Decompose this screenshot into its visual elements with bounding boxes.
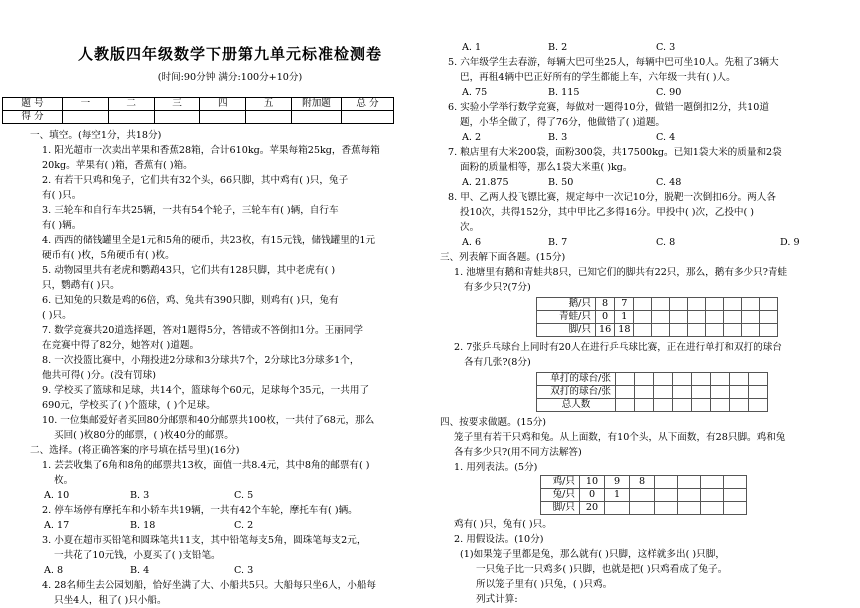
option-a: A. 75 — [462, 87, 488, 98]
score-table-score-row — [3, 111, 394, 124]
choice-q6 — [448, 100, 848, 130]
score-header: 题 号 — [3, 98, 63, 111]
score-cell — [246, 111, 292, 124]
table-row — [537, 298, 778, 311]
text-line: 690元，学校买了( )个篮球，( )个足球。 — [42, 400, 216, 411]
table-cell — [654, 386, 673, 399]
score-row-label: 得 分 — [3, 111, 63, 124]
text-line: 8. 一次投篮比赛中，小翔投进2分球和3分球共7个，2分球比3分球多1个， — [42, 355, 360, 366]
section-2-heading: 二、选择。(将正确答案的序号填在括号里)(16分) — [30, 445, 240, 456]
table-cell — [706, 324, 724, 337]
score-cell — [154, 111, 200, 124]
choice-q2-options — [30, 518, 425, 533]
option-a: A. 2 — [462, 132, 482, 143]
text-line: 0 — [580, 489, 605, 502]
table-cell — [701, 476, 724, 489]
text-line: 8 — [630, 476, 655, 489]
text-line: 1. 阳光超市一次卖出苹果和香蕉28箱，合计610kg。苹果每箱25kg，香蕉每箱 — [42, 145, 380, 156]
table-q2 — [448, 340, 848, 370]
table-cell — [692, 386, 711, 399]
text-line: 10. 一位集邮爱好者买回80分邮票和40分邮票共100枚，一共付了68元，那么 — [42, 415, 375, 426]
text-line: 9. 学校买了篮球和足球，共14个，篮球每个60元，足球每个35元，一共用了 — [42, 385, 370, 396]
table-cell — [673, 386, 692, 399]
method-1-answer: 鸡有( )只，兔有( )只。 — [454, 519, 552, 530]
text-line: 硬币有( )枚，5角硬币有( )枚。 — [42, 250, 175, 261]
text-line: 一只兔子比一只鸡多( )只脚，也就是把( )只鸡看成了兔子。 — [476, 564, 728, 575]
text-line: 5. 六年级学生去春游，每辆大巴可坐25人，每辆中巴可坐10人。先租了3辆大 — [448, 57, 779, 68]
score-header: 附加题 — [292, 98, 342, 111]
text-line: 3. 小夏在超市买铅笔和圆珠笔共11支，其中铅笔每支5角，圆珠笔每支2元， — [42, 535, 367, 546]
goose-frog-table — [536, 297, 778, 337]
text-line: 一共花了10元钱，小夏买了( )支铅笔。 — [54, 550, 221, 561]
option-c: C. 8 — [656, 237, 676, 248]
score-cell — [342, 111, 394, 124]
text-line: 6. 已知兔的只数是鸡的6倍，鸡、兔共有390只脚，则鸡有( )只，兔有 — [42, 295, 339, 306]
table-cell — [634, 298, 652, 311]
text-line: 买回( )枚80分的邮票，( )枚40分的邮票。 — [54, 430, 234, 441]
option-c: C. 5 — [234, 490, 254, 501]
option-b: B. 18 — [130, 520, 156, 531]
table-cell — [673, 399, 692, 412]
section-3-heading: 三、列表解下面各题。(15分) — [440, 252, 566, 263]
table-cell — [706, 298, 724, 311]
text-line: 2. 有若干只鸡和兔子，它们共有32个头，66只脚，其中鸡有( )只，兔子 — [42, 175, 349, 186]
method-1-heading: 1. 用列表法。(5分) — [454, 462, 538, 473]
text-line: 5. 动物园里共有老虎和鹦鹉43只，它们共有128只脚，其中老虎有( ) — [42, 265, 336, 276]
option-c: C. 2 — [234, 520, 254, 531]
table-cell — [724, 298, 742, 311]
table-row — [541, 489, 747, 502]
fill-q6 — [30, 293, 425, 323]
choice-q5 — [448, 55, 848, 85]
text-line: 0 — [596, 311, 615, 324]
text-line: 在竞赛中得了82分，她答对( )道题。 — [42, 340, 200, 351]
table-cell — [616, 386, 635, 399]
fill-q5 — [30, 263, 425, 293]
table-cell — [654, 373, 673, 386]
score-table-header-row — [3, 98, 394, 111]
right-column — [440, 40, 848, 607]
score-cell — [63, 111, 109, 124]
text-line: 面粉的质量相等，那么1袋大米重( )kg。 — [460, 162, 633, 173]
table-cell — [749, 373, 768, 386]
table-cell — [724, 502, 747, 515]
table-cell — [616, 399, 635, 412]
table-cell — [688, 298, 706, 311]
method-2-part-1 — [448, 547, 848, 607]
table-cell — [635, 399, 654, 412]
choice-q7-options — [448, 175, 848, 190]
table-row — [537, 386, 768, 399]
table-cell — [706, 311, 724, 324]
option-c: C. 48 — [656, 177, 682, 188]
text-line — [630, 489, 655, 502]
text-line: ( )只。 — [42, 310, 72, 321]
table-cell — [654, 399, 673, 412]
score-header: 四 — [200, 98, 246, 111]
score-header: 五 — [246, 98, 292, 111]
text-line: 单打的球台/张 — [537, 373, 616, 386]
text-line: 3. 三轮车和自行车共25辆，一共有54个轮子，三轮车有( )辆，自行车 — [42, 205, 339, 216]
table-cell — [652, 324, 670, 337]
text-line: 8. 甲、乙两人投飞镖比赛，规定每中一次记10分，脱靶一次倒扣6分。两人各 — [448, 192, 776, 203]
text-line: 6. 实验小学举行数学竞赛，每做对一题得10分，做错一题倒扣2分，共10道 — [448, 102, 769, 113]
text-line: 鸡/只 — [541, 476, 580, 489]
text-line: 笼子里有若干只鸡和兔。从上面数，有10个头，从下面数，有28只脚。鸡和兔 — [454, 432, 786, 443]
score-header: 二 — [108, 98, 154, 111]
text-line: 脚/只 — [537, 324, 596, 337]
option-a: A. 21.875 — [462, 177, 509, 188]
table-cell — [724, 489, 747, 502]
text-line: (1)如果笼子里都是兔，那么就有( )只脚，这样就多出( )只脚， — [460, 549, 725, 560]
fill-q3 — [30, 203, 425, 233]
table-cell — [760, 298, 778, 311]
text-line: 各有几张?(8分) — [464, 357, 531, 368]
table-cell — [635, 373, 654, 386]
text-line: 青蛙/只 — [537, 311, 596, 324]
option-a: A. 6 — [462, 237, 482, 248]
table-cell — [688, 324, 706, 337]
table-cell — [692, 399, 711, 412]
table-cell — [711, 386, 730, 399]
table-cell — [655, 476, 678, 489]
text-line: 投10次，共得152分，其中甲比乙多得16分。甲投中( )次，乙投中( ) — [460, 207, 755, 218]
text-line: 他共可得( )分。(没有罚球) — [42, 370, 156, 381]
text-line: 1. 芸芸收集了6角和8角的邮票共13枚，面值一共8.4元，其中8角的邮票有( ) — [42, 460, 370, 471]
option-b: B. 3 — [548, 132, 568, 143]
choice-q1 — [30, 458, 425, 488]
option-d: D. 9 — [780, 237, 800, 248]
choice-q8-options — [448, 235, 848, 250]
fill-q1 — [30, 143, 425, 173]
table-cell — [724, 311, 742, 324]
table-cell — [652, 311, 670, 324]
choice-q3-options — [30, 563, 425, 578]
fill-q2 — [30, 173, 425, 203]
text-line — [605, 502, 630, 515]
text-line: 枚。 — [54, 475, 74, 486]
text-line: 7. 数学竞赛共20道选择题，答对1题得5分，答错或不答倒扣1分。王丽同学 — [42, 325, 363, 336]
score-cell — [200, 111, 246, 124]
score-header: 总 分 — [342, 98, 394, 111]
option-c: C. 4 — [656, 132, 676, 143]
option-a: A. 8 — [44, 565, 64, 576]
text-line: 1 — [605, 489, 630, 502]
table-cell — [670, 311, 688, 324]
table-cell — [652, 298, 670, 311]
text-line: 所以笼子里有( )只兔，( )只鸡。 — [476, 579, 613, 590]
pingpong-table — [536, 372, 768, 412]
text-line: 7 — [615, 298, 634, 311]
table-cell — [655, 489, 678, 502]
table-cell — [730, 373, 749, 386]
text-line: 巴，再租4辆中巴正好所有的学生都能上车，六年级一共有( )人。 — [460, 72, 736, 83]
table-row — [541, 476, 747, 489]
table-cell — [760, 324, 778, 337]
option-c: C. 3 — [656, 42, 676, 53]
table-cell — [634, 324, 652, 337]
score-table — [2, 97, 394, 124]
text-line: 4. 28名师生去公园划船，恰好坐满了大、小船共5只。大船每只坐6人，小船每 — [42, 580, 377, 591]
choice-q1-options — [30, 488, 425, 503]
choice-q6-options — [448, 130, 848, 145]
table-cell — [701, 489, 724, 502]
text-line: 7. 粮店里有大米200袋，面粉300袋，共17500kg。已知1袋大米的质量和2袋 — [448, 147, 782, 158]
table-cell — [634, 311, 652, 324]
option-a: A. 1 — [462, 42, 482, 53]
text-line: 有( )辆。 — [42, 220, 82, 231]
score-cell — [108, 111, 154, 124]
table-cell — [635, 386, 654, 399]
text-line: 总人数 — [537, 399, 616, 412]
text-line: 列式计算: — [476, 594, 518, 605]
table-cell — [730, 386, 749, 399]
table-cell — [711, 373, 730, 386]
text-line: 有( )只。 — [42, 190, 82, 201]
text-line: 2. 7张乒乓球台上同时有20人在进行乒乓球比赛，正在进行单打和双打的球台 — [454, 342, 782, 353]
choice-q8 — [448, 190, 848, 235]
option-c: C. 90 — [656, 87, 682, 98]
score-header: 一 — [63, 98, 109, 111]
text-line: 双打的球台/张 — [537, 386, 616, 399]
score-cell — [292, 111, 342, 124]
section-4-heading: 四、按要求做题。(15分) — [440, 417, 547, 428]
text-line: 脚/只 — [541, 502, 580, 515]
fill-q10 — [30, 413, 425, 443]
section-4-intro — [448, 430, 848, 460]
text-line: 只，鹦鹉有( )只。 — [42, 280, 120, 291]
choice-q5-options — [448, 85, 848, 100]
table-cell — [692, 373, 711, 386]
fill-q7 — [30, 323, 425, 353]
fill-q9 — [30, 383, 425, 413]
table-cell — [678, 502, 701, 515]
table-cell — [742, 298, 760, 311]
text-line: 20kg。苹果有( )箱，香蕉有( )箱。 — [42, 160, 193, 171]
exam-time-score: (时间:90分钟 满分:100分+10分) — [157, 72, 303, 83]
text-line: 兔/只 — [541, 489, 580, 502]
text-line: 20 — [580, 502, 605, 515]
choice-q7 — [448, 145, 848, 175]
table-cell — [670, 298, 688, 311]
table-cell — [678, 476, 701, 489]
fill-q8 — [30, 353, 425, 383]
score-header: 三 — [154, 98, 200, 111]
text-line: 有多少只?(7分) — [464, 282, 531, 293]
text-line: 16 — [596, 324, 615, 337]
table-cell — [749, 399, 768, 412]
text-line: 次。 — [460, 222, 480, 233]
text-line: 4. 西西的储钱罐里全是1元和5角的硬币，共23枚，有15元钱，储钱罐里的1元 — [42, 235, 376, 246]
option-b: B. 2 — [548, 42, 568, 53]
option-a: A. 17 — [44, 520, 70, 531]
option-b: B. 50 — [548, 177, 574, 188]
table-row — [537, 399, 768, 412]
table-cell — [749, 386, 768, 399]
option-c: C. 3 — [234, 565, 254, 576]
text-line: 只坐4人，租了( )只小船。 — [54, 595, 167, 606]
method-2-heading: 2. 用假设法。(10分) — [454, 534, 544, 545]
table-cell — [760, 311, 778, 324]
page-title: 人教版四年级数学下册第九单元标准检测卷 — [77, 45, 382, 63]
table-row — [537, 311, 778, 324]
text-line: 题，小华全做了，得了76分，他做错了( )道题。 — [460, 117, 666, 128]
text-line: 10 — [580, 476, 605, 489]
text-line: 8 — [596, 298, 615, 311]
table-cell — [724, 476, 747, 489]
text-line: 18 — [615, 324, 634, 337]
table-cell — [711, 399, 730, 412]
left-column — [30, 128, 425, 608]
table-cell — [670, 324, 688, 337]
option-b: B. 115 — [548, 87, 580, 98]
table-cell — [673, 373, 692, 386]
table-cell — [730, 399, 749, 412]
choice-q4-options — [448, 40, 848, 55]
text-line: 2. 停车场停有摩托车和小轿车共19辆，一共有42个车轮，摩托车有( )辆。 — [42, 505, 358, 516]
table-row — [537, 324, 778, 337]
table-row — [537, 373, 768, 386]
table-cell — [742, 311, 760, 324]
text-line: 各有多少只?(用不同方法解答) — [454, 447, 582, 458]
table-q1 — [448, 265, 848, 295]
choice-q4 — [30, 578, 425, 608]
table-row — [541, 502, 747, 515]
choice-q3 — [30, 533, 425, 563]
text-line: 9 — [605, 476, 630, 489]
text-line: 1 — [615, 311, 634, 324]
choice-q2 — [30, 503, 425, 518]
text-line: 1. 池塘里有鹅和青蛙共8只，已知它们的脚共有22只，那么，鹅有多少只?青蛙 — [454, 267, 788, 278]
table-cell — [655, 502, 678, 515]
table-cell — [678, 489, 701, 502]
chicken-rabbit-table — [540, 475, 747, 515]
fill-q4 — [30, 233, 425, 263]
option-b: B. 7 — [548, 237, 568, 248]
text-line: 鹅/只 — [537, 298, 596, 311]
table-cell — [724, 324, 742, 337]
table-cell — [688, 311, 706, 324]
table-cell — [742, 324, 760, 337]
option-a: A. 10 — [44, 490, 70, 501]
option-b: B. 4 — [130, 565, 150, 576]
section-1-heading: 一、填空。(每空1分，共18分) — [30, 130, 162, 141]
text-line — [630, 502, 655, 515]
table-cell — [701, 502, 724, 515]
option-b: B. 3 — [130, 490, 150, 501]
table-cell — [616, 373, 635, 386]
